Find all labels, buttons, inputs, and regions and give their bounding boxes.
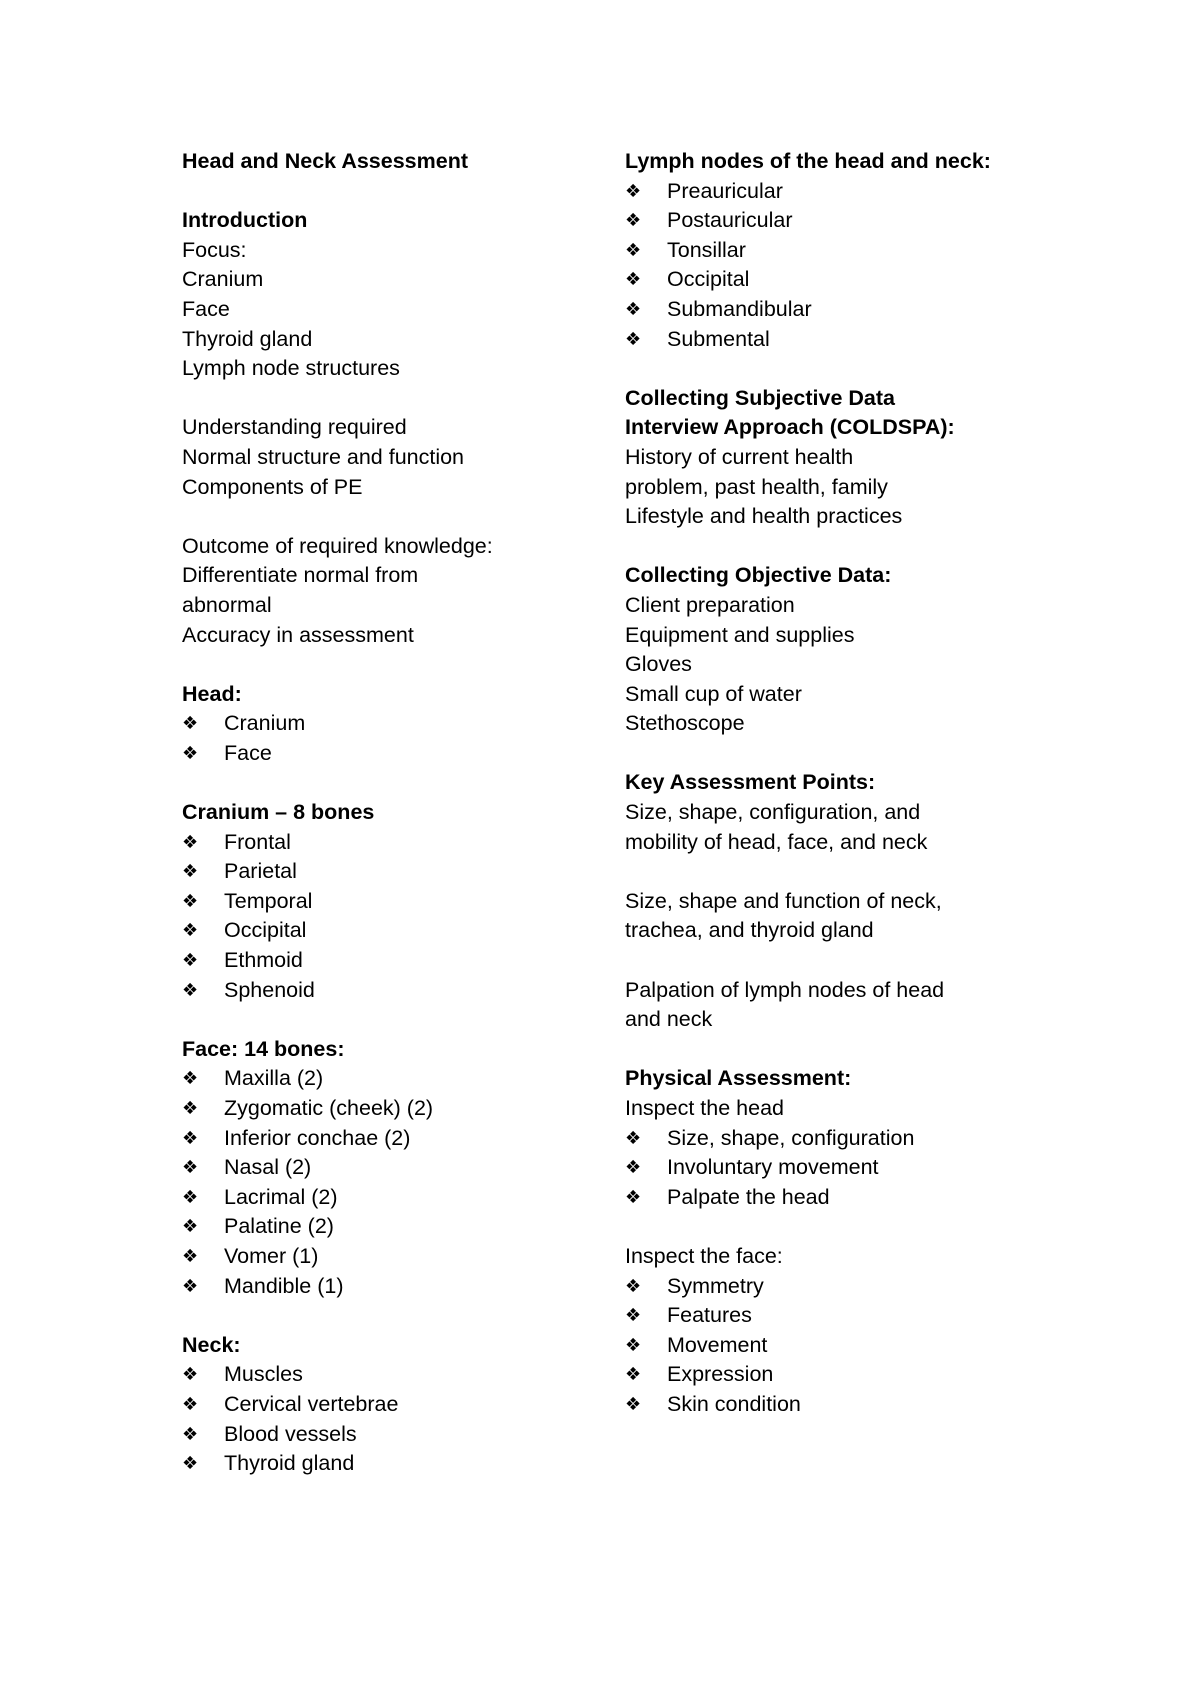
diamond-bullet-icon: ❖ <box>182 950 199 971</box>
objective-line: Equipment and supplies <box>625 622 855 647</box>
focus-item: Lymph node structures <box>182 356 400 381</box>
list-item: ❖ Symmetry <box>625 1272 1065 1302</box>
diamond-bullet-icon: ❖ <box>625 1393 642 1414</box>
diamond-bullet-icon: ❖ <box>625 1275 642 1296</box>
list-item: ❖ Lacrimal (2) <box>182 1183 602 1213</box>
neck-heading: Neck: <box>182 1332 241 1357</box>
diamond-bullet-icon: ❖ <box>182 1423 199 1444</box>
list-item: ❖ Postauricular <box>625 206 1065 236</box>
diamond-bullet-icon: ❖ <box>182 1068 199 1089</box>
list-item: ❖ Thyroid gland <box>182 1449 602 1479</box>
diamond-bullet-icon: ❖ <box>625 210 642 231</box>
face-heading: Face: 14 bones: <box>182 1036 345 1061</box>
key-point-line: Size, shape and function of neck, <box>625 888 942 913</box>
diamond-bullet-icon: ❖ <box>182 831 199 852</box>
key-point-line: trachea, and thyroid gland <box>625 918 874 943</box>
list-item: ❖ Occipital <box>182 916 602 946</box>
left-column <box>182 147 602 1479</box>
list-item: ❖ Cervical vertebrae <box>182 1390 602 1420</box>
diamond-bullet-icon: ❖ <box>625 328 642 349</box>
list-item: ❖ Size, shape, configuration <box>625 1124 1065 1154</box>
objective-line: Small cup of water <box>625 681 802 706</box>
diamond-bullet-icon: ❖ <box>625 1127 642 1148</box>
focus-item: Face <box>182 296 230 321</box>
diamond-bullet-icon: ❖ <box>182 713 199 734</box>
list-item: ❖ Submental <box>625 325 1065 355</box>
diamond-bullet-icon: ❖ <box>182 890 199 911</box>
head-heading: Head: <box>182 681 242 706</box>
diamond-bullet-icon: ❖ <box>182 1275 199 1296</box>
list-item: ❖ Inferior conchae (2) <box>182 1124 602 1154</box>
list-item: ❖ Mandible (1) <box>182 1272 602 1302</box>
key-point-line: Size, shape, configuration, and <box>625 800 921 825</box>
objective-line: Gloves <box>625 652 692 677</box>
outcome-item: abnormal <box>182 592 272 617</box>
diamond-bullet-icon: ❖ <box>625 298 642 319</box>
subjective-line: History of current health <box>625 444 854 469</box>
subjective-line: Lifestyle and health practices <box>625 504 903 529</box>
subjective-line: problem, past health, family <box>625 474 888 499</box>
focus-label: Focus: <box>182 237 247 262</box>
list-item: ❖ Tonsillar <box>625 236 1065 266</box>
list-item: ❖ Palpate the head <box>625 1183 1065 1213</box>
key-point-line: and neck <box>625 1007 713 1032</box>
diamond-bullet-icon: ❖ <box>625 1186 642 1207</box>
list-item: ❖ Maxilla (2) <box>182 1064 602 1094</box>
key-point-line: mobility of head, face, and neck <box>625 829 928 854</box>
key-points-heading: Key Assessment Points: <box>625 770 876 795</box>
list-item: ❖ Muscles <box>182 1360 602 1390</box>
diamond-bullet-icon: ❖ <box>182 742 199 763</box>
list-item: ❖ Submandibular <box>625 295 1065 325</box>
outcome-heading: Outcome of required knowledge: <box>182 533 493 558</box>
understanding-heading: Understanding required <box>182 415 407 440</box>
list-item: ❖ Skin condition <box>625 1390 1065 1420</box>
list-item: ❖ Face <box>182 739 602 769</box>
list-item: ❖ Vomer (1) <box>182 1242 602 1272</box>
focus-item: Thyroid gland <box>182 326 313 351</box>
list-item: ❖ Nasal (2) <box>182 1153 602 1183</box>
document-title: Head and Neck Assessment <box>182 149 468 173</box>
list-item: ❖ Occipital <box>625 265 1065 295</box>
diamond-bullet-icon: ❖ <box>182 1157 199 1178</box>
cranium-heading: Cranium – 8 bones <box>182 800 375 825</box>
subjective-heading: Collecting Subjective Data <box>625 385 896 410</box>
diamond-bullet-icon: ❖ <box>182 1098 199 1118</box>
focus-item: Cranium <box>182 267 264 292</box>
right-column <box>625 147 1065 1420</box>
list-item: ❖ Blood vessels <box>182 1420 602 1450</box>
understanding-item: Normal structure and function <box>182 444 465 469</box>
list-item: ❖ Ethmoid <box>182 946 602 976</box>
diamond-bullet-icon: ❖ <box>182 979 199 1000</box>
physical-heading: Physical Assessment: <box>625 1066 852 1091</box>
list-item: ❖ Movement <box>625 1331 1065 1361</box>
list-item: ❖ Frontal <box>182 828 602 858</box>
objective-heading: Collecting Objective Data: <box>625 563 892 588</box>
list-item: ❖ Preauricular <box>625 177 1065 207</box>
objective-line: Client preparation <box>625 592 795 617</box>
outcome-item: Accuracy in assessment <box>182 622 414 647</box>
list-item: ❖ Zygomatic (cheek) (2) <box>182 1094 602 1124</box>
diamond-bullet-icon: ❖ <box>182 1364 199 1385</box>
diamond-bullet-icon: ❖ <box>182 1453 199 1474</box>
outcome-item: Differentiate normal from <box>182 563 419 588</box>
diamond-bullet-icon: ❖ <box>182 1186 199 1207</box>
inspect-face-label: Inspect the face: <box>625 1243 783 1268</box>
diamond-bullet-icon: ❖ <box>182 920 199 941</box>
diamond-bullet-icon: ❖ <box>625 239 642 260</box>
list-item: ❖ Sphenoid <box>182 976 602 1006</box>
diamond-bullet-icon: ❖ <box>625 269 642 290</box>
list-item: ❖ Features <box>625 1301 1065 1331</box>
list-item: ❖ Temporal <box>182 887 602 917</box>
list-item: ❖ Cranium <box>182 709 602 739</box>
list-item: ❖ Involuntary movement <box>625 1153 1065 1183</box>
diamond-bullet-icon: ❖ <box>625 1364 642 1385</box>
diamond-bullet-icon: ❖ <box>625 180 642 201</box>
understanding-item: Components of PE <box>182 474 363 499</box>
diamond-bullet-icon: ❖ <box>625 1305 642 1326</box>
diamond-bullet-icon: ❖ <box>182 1245 199 1266</box>
list-item: ❖ Expression <box>625 1360 1065 1390</box>
list-item: ❖ Parietal <box>182 857 602 887</box>
interview-heading: Interview Approach (COLDSPA): <box>625 415 955 440</box>
intro-heading: Introduction <box>182 208 308 233</box>
diamond-bullet-icon: ❖ <box>182 1127 199 1148</box>
lymph-heading: Lymph nodes of the head and neck: <box>625 149 991 173</box>
inspect-head-label: Inspect the head <box>625 1096 784 1120</box>
key-point-line: Palpation of lymph nodes of head <box>625 977 945 1002</box>
diamond-bullet-icon: ❖ <box>182 1393 199 1414</box>
diamond-bullet-icon: ❖ <box>625 1157 642 1178</box>
diamond-bullet-icon: ❖ <box>625 1334 642 1355</box>
diamond-bullet-icon: ❖ <box>182 1216 199 1237</box>
diamond-bullet-icon: ❖ <box>182 861 199 882</box>
objective-line: Stethoscope <box>625 711 745 736</box>
list-item: ❖ Palatine (2) <box>182 1212 602 1242</box>
